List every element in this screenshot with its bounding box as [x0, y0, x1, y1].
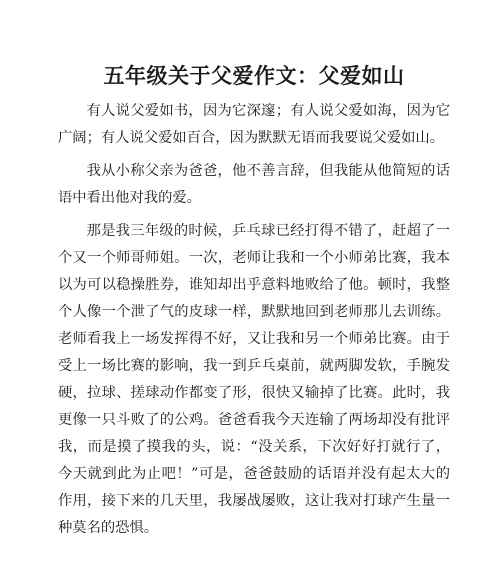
paragraph-2: 我从小称父亲为爸爸，他不善言辞，但我能从他简短的话语中看出他对我的爱。	[58, 163, 450, 206]
paragraph-1: 有人说父爱如书，因为它深邃；有人说父爱如海，因为它广阔；有人说父爱如百合，因为默默无语而我要说父爱如山。	[58, 103, 450, 146]
document-title: 五年级关于父爱作文：父爱如山	[103, 63, 405, 88]
paragraph-3: 那是我三年级的时候，乒乓球已经打得不错了，赶超了一个又一个师哥师姐。一次，老师让我和一个小师弟比赛，我本以为可以稳操胜券，谁知却出乎意料地败给了他。顿时，我整个人像一个泄了气的皮球一样，默默地回到老师那儿去训练。老师看我上一场发挥得不好，又让我和另一个师弟比赛。由于受上一场比赛的影响，我一到乒乓桌前，就两脚发软，手腕发硬，拉球、搓球动作都变了形，很快又输掉了比赛。此时，我更像一只斗败了的公鸡。爸爸看我今天连输了两场却没有批评我，而是摸了摸我的头，说：“没关系，下次好好打就行了，今天就到此为止吧！”可是，爸爸鼓励的话语并没有起太大的作用，接下来的几天里，我屡战屡败，这让我对打球产生量一种莫名的恐惧。	[58, 223, 450, 536]
